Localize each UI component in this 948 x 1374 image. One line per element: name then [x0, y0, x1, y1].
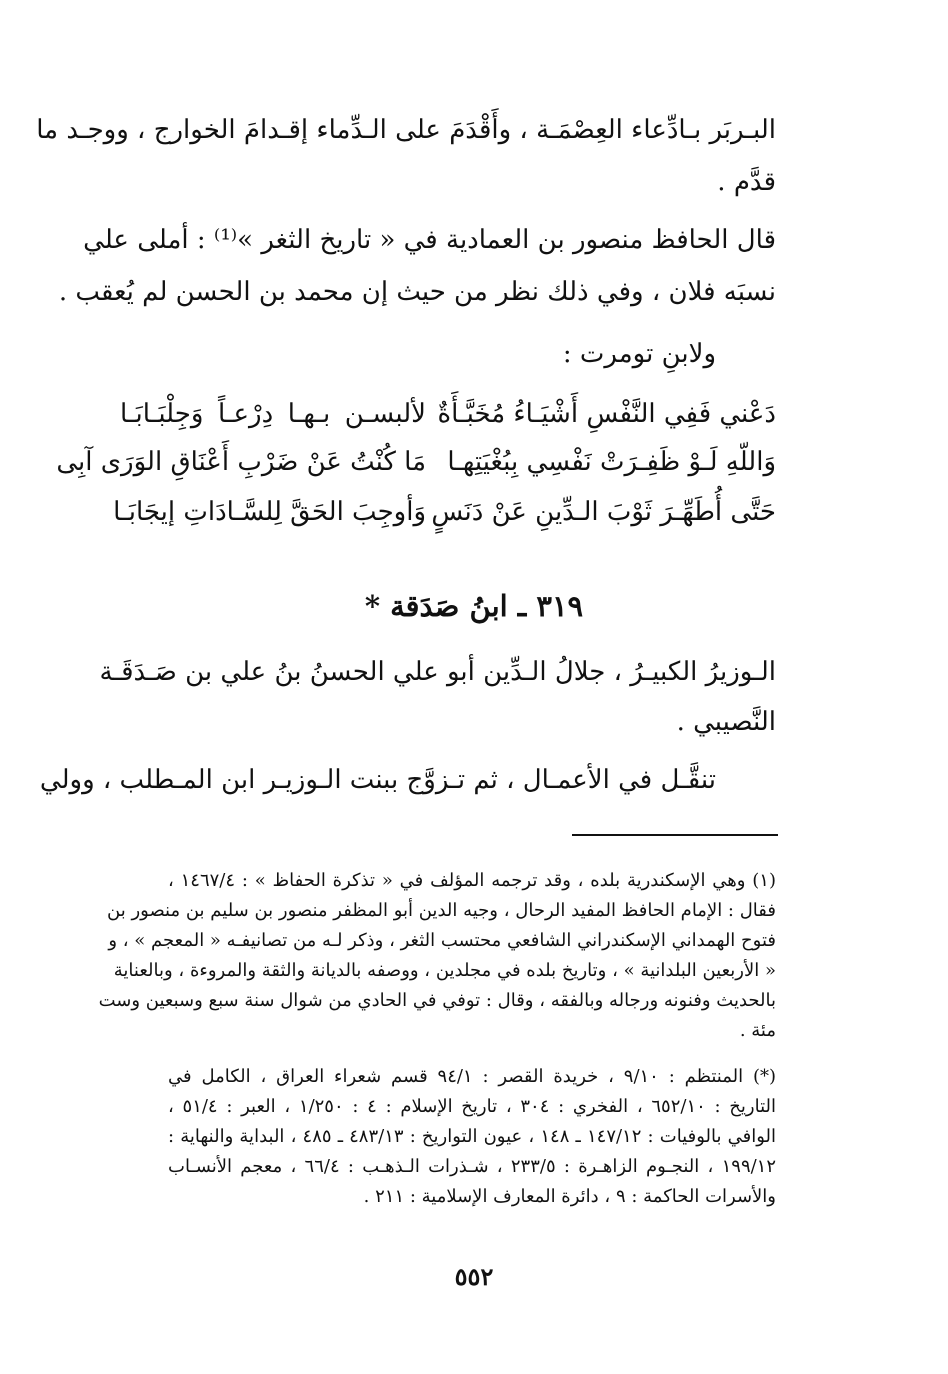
page-number: ٥٥٢ — [454, 1262, 494, 1291]
verse-first-hemistich: دَعْني فَفِي النَّفْسِ أَشْيَـاءُ مُخَبَّـأَةٌ — [437, 399, 776, 429]
paragraph-line: الـوزيرُ الكبيـرُ ، جلالُ الـدِّين أبو علي الحسنُ بنُ علي بن صَـدَقَـة — [99, 657, 776, 687]
footnote-line: التاريخ : ٦٥٢/١٠ ، الفخري : ٣٠٤ ، تاريخ الإسلام : ٤ : ١/٢٥٠ ، العبر : ٥١/٤ ، — [168, 1096, 777, 1117]
paragraph-line: النَّصيبي . — [676, 707, 776, 737]
footnote-separator — [572, 834, 778, 836]
footnote-line: فتوح الهمداني الإسكندراني الشافعي محتسب الثغر ، وذكر لـه من تصانيفـه « المعجم » ، و — [108, 930, 776, 951]
paragraph-line: تنقَّـل في الأعمـال ، ثم تـزوَّج ببنت الـوزيـر ابن المـطلب ، وولي — [39, 765, 716, 795]
verse-second-hemistich: مَا كُنْتُ عَنْ ضَرْبِ أَعْنَاقِ الوَرَى آبِى — [56, 447, 426, 477]
verse-first-hemistich: حَتَّى أُطَهِّـرَ ثَوْبَ الـدِّينِ عَنْ دَنَسٍ — [431, 497, 776, 527]
footnote-line: مئة . — [739, 1020, 776, 1041]
paragraph-line: قال الحافظ منصور بن العمادية في « تاريخ الثغر »⁽¹⁾ : أملى علي — [83, 225, 776, 255]
footnote-line: (١) وهي الإسكندرية بلده ، وقد ترجمه المؤلف في « تذكرة الحفاظ » : ١٤٦٧/٤ ، — [168, 870, 776, 891]
footnote-line: (*) المنتظم : ٩/١٠ ، خريدة القصر : ٩٤/١ قسم شعراء العراق ، الكامل في — [168, 1066, 776, 1087]
footnote-line: والأسرات الحاكمة : ٩ ، دائرة المعارف الإسلامية : ٢١١ . — [363, 1186, 776, 1207]
entry-title: ٣١٩ ـ ابنُ صَدَقة * — [364, 589, 584, 623]
footnote-line: ١٩٩/١٢ ، النجـوم الزاهـرة : ٢٣٣/٥ ، شـذرات الـذهـب : ٦٦/٤ ، معجم الأنسـاب — [168, 1156, 777, 1177]
poem-intro: ولابنِ تومرت : — [562, 339, 716, 369]
verse-first-hemistich: وَاللّهِ لَـوْ ظَفِـرَتْ نَفْسِي بِبُغْيَتِهـا — [447, 447, 776, 477]
footnote-line: « الأربعين البلدانية » ، وتاريخ بلده في مجلدين ، ووصفه بالديانة والثقة والمروءة ، وبالعناية — [113, 960, 776, 981]
footnote-line: بالحديث وفنونه ورجاله وبالفقه ، وقال : توفي في الحادي من شوال سنة سبع وسبعين وست — [98, 990, 776, 1011]
paragraph-line: البـربَر بـادِّعاء العِصْمَـة ، وأَقْدَمَ على الـدِّماء إقـدامَ الخوارج ، ووجـد ما — [36, 115, 776, 145]
verse-second-hemistich: لألبسـن بـهـا دِرْعـاً وَجِلْبَـابَـا — [120, 399, 426, 429]
footnote-line: الوافي بالوفيات : ١٤٧/١٢ ـ ١٤٨ ، عيون التواريخ : ٤٨٣/١٣ ـ ٤٨٥ ، البداية والنهاية : — [168, 1126, 777, 1147]
paragraph-line: قدَّم . — [717, 167, 776, 197]
paragraph-line: نسبَه فلان ، وفي ذلك نظر من حيث إن محمد بن الحسن لم يُعقب . — [58, 277, 776, 307]
verse-second-hemistich: وَأوجِبَ الحَقَّ لِلسَّـادَاتِ إيجَابَـا — [113, 497, 426, 527]
footnote-line: فقال : الإمام الحافظ المفيد الرحال ، وجيه الدين أبو المظفر منصور بن سليم بن منصور بن — [107, 900, 776, 921]
